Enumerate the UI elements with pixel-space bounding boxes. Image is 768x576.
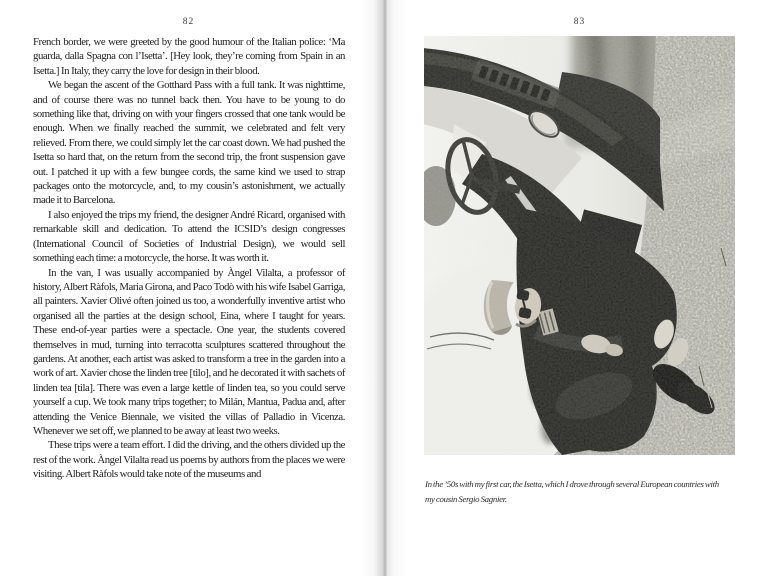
photo-illustration xyxy=(424,36,735,455)
paragraph-1: French border, we were greeted by the good humour of the Italian police: ‘Ma guarda, dalla Spagna con l’Isetta’. [Hey look, they’re coming from Spain in an Isetta.] In Italy, they carry the love for design in their blood. xyxy=(33,36,345,77)
body-text-column xyxy=(33,35,345,482)
page-gutter-shadow xyxy=(362,0,406,576)
paragraph-5: These trips were a team effort. I did the driving, and the others divided up the rest of the work. Àngel Vilalta read us poems by authors from the places we were visiting. Albert Ràfols would take note of the museums and xyxy=(33,439,345,481)
paragraph-4: In the van, I was usually accompanied by Àngel Vilalta, a professor of history, Albert Ràfols, Maria Girona, and Paco Todò with his wife Isabel Garriga, all painters. Xavier Olivé often joined us too, a wonderfully inventive artist who organised all the parties at the design school, Eina, where I taught for years. These end-of-year parties were a spectacle. One year, the students covered themselves in mud, turning into terracotta sculptures scattered throughout the gardens. At another, each artist was asked to transform a tree in the garden into a work of art. Xavier chose the linden tree [tilo], and he decorated it with sachets of linden tea [tila]. There was even a large kettle of linden tea, so you could serve yourself a cup. We took many trips together; to Milán, Mantua, Padua and, after attending the Venice Biennale, we visited the villas of Palladio in Vicenza. Whenever we set off, we planned to be away at least two weeks. xyxy=(33,266,345,437)
paragraph-2: We began the ascent of the Gotthard Pass with a full tank. It was nighttime, and of course there was no tunnel back then. You have to be young to do something like that, driving on with your fingers crossed that one tank would be enough. When we finally reached the summit, we celebrated and felt very relieved. From there, we could simply let the car coast down. We had pushed the Isetta so hard that, on the return from the second trip, the front suspension gave out. I patched it up with a few bungee cords, the same kind we used to strap packages onto the motorcycle, and, to my cousin’s astonishment, we actually made it to Barcelona. xyxy=(33,79,345,207)
photo-caption: In the ’50s with my first car, the Isetta, which I drove through several European countries with my cousin Sergio Sagnier. xyxy=(425,479,719,505)
isetta-photograph xyxy=(424,36,735,455)
page-number-left: 82 xyxy=(182,17,195,27)
photo-film-grain xyxy=(424,36,735,455)
paragraph-3: I also enjoyed the trips my friend, the designer André Ricard, organised with remarkable skill and dedication. To attend the ICSID’s design congresses (International Council of Societies of Industrial Design), we would sell something each time: a motorcycle, the horse. It was worth it. xyxy=(33,208,345,265)
page-number-right: 83 xyxy=(573,17,586,27)
